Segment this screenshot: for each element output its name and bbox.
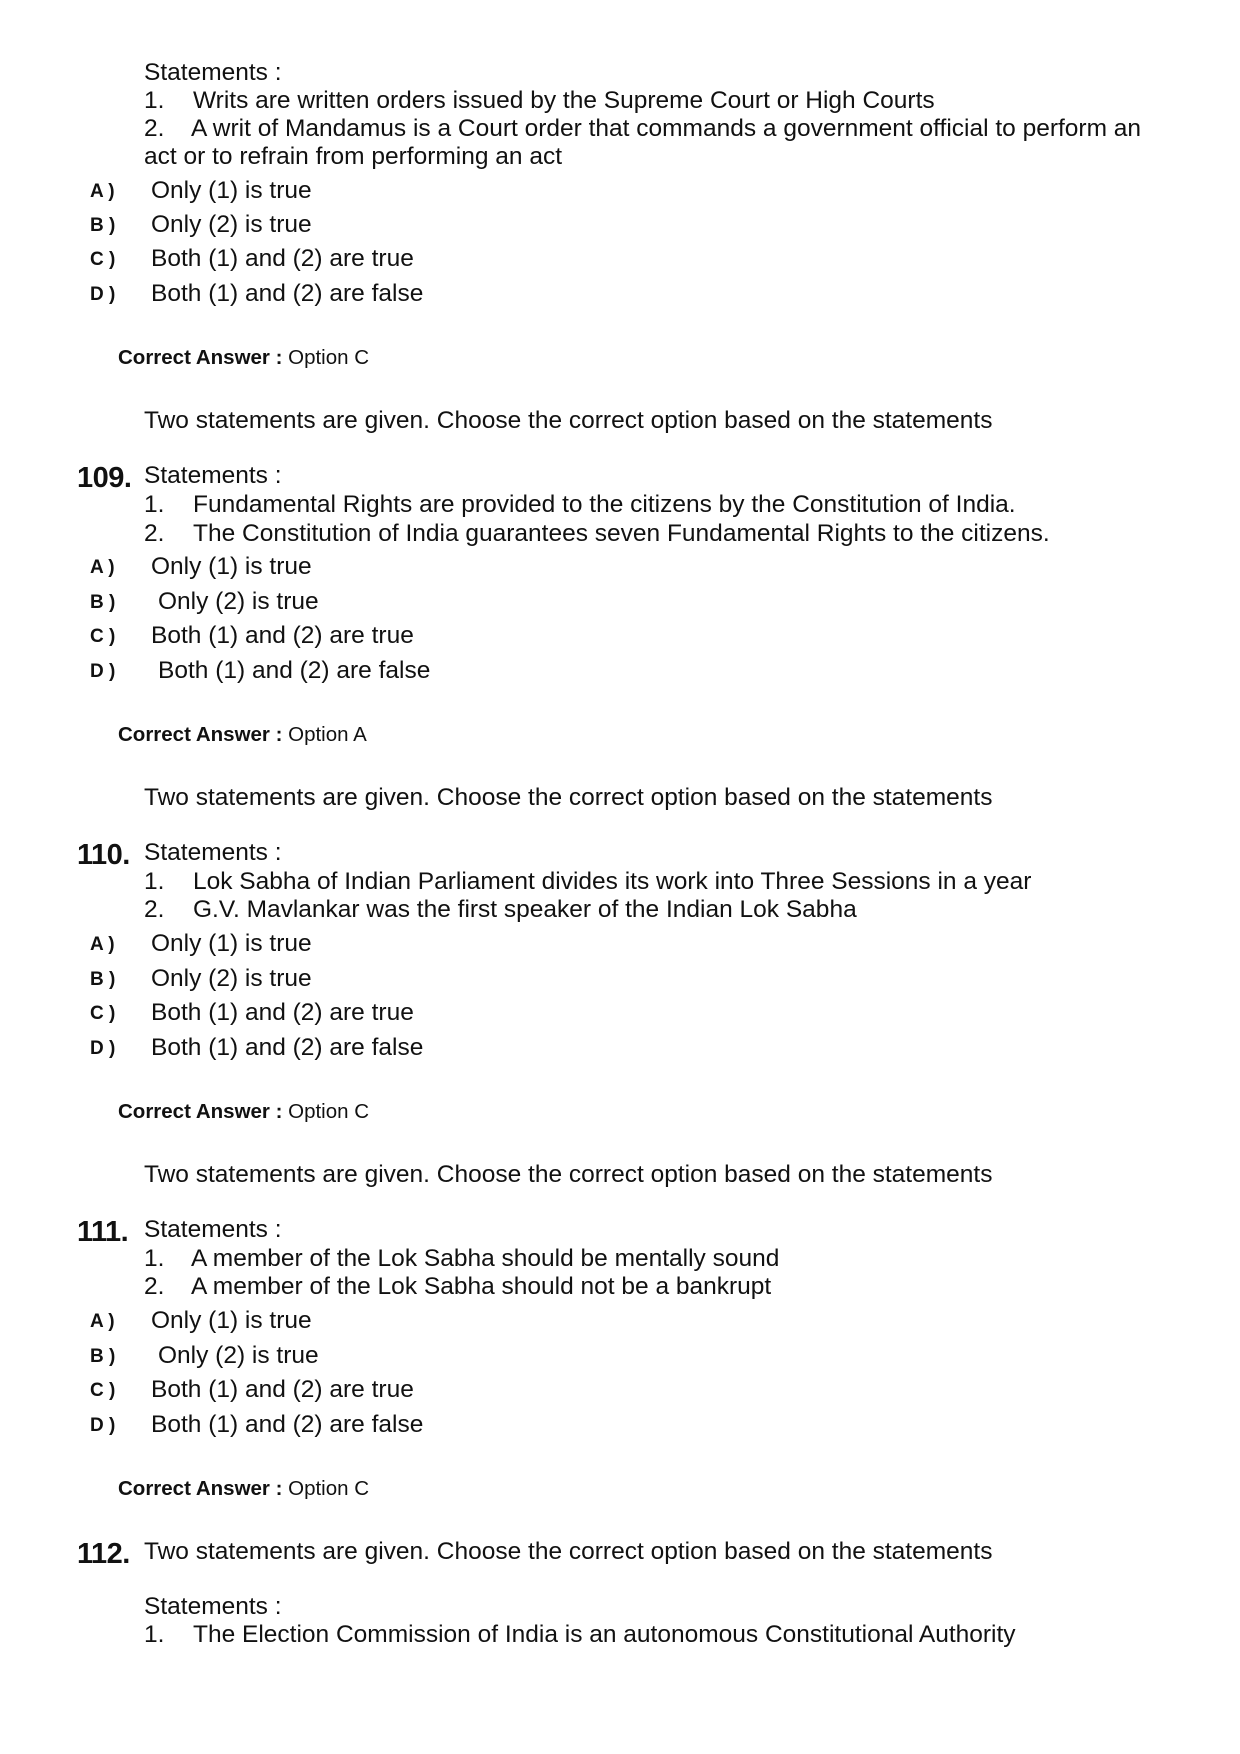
question-number: 112. xyxy=(77,1538,130,1570)
option-d-label: D ) xyxy=(90,1038,116,1059)
option-b-label: B ) xyxy=(90,969,116,990)
statements-label: Statements : xyxy=(144,1216,282,1243)
option-c-text[interactable]: Both (1) and (2) are true xyxy=(151,1376,414,1403)
statement-1-number: 1. xyxy=(144,87,165,114)
option-d-label: D ) xyxy=(90,1415,116,1436)
option-a-label: A ) xyxy=(90,557,115,578)
statements-label: Statements : xyxy=(144,462,282,489)
option-d-text[interactable]: Both (1) and (2) are false xyxy=(151,1034,424,1061)
option-d-text[interactable]: Both (1) and (2) are false xyxy=(151,1411,424,1438)
option-a-label: A ) xyxy=(90,1311,115,1332)
option-a-text[interactable]: Only (1) is true xyxy=(151,553,312,580)
statement-1-number: 1. xyxy=(144,491,165,518)
option-c-text[interactable]: Both (1) and (2) are true xyxy=(151,622,414,649)
statement-2-continuation: act or to refrain from performing an act xyxy=(144,143,563,170)
option-a-label: A ) xyxy=(90,181,115,202)
statement-1-number: 1. xyxy=(144,868,165,895)
statement-2-text: A member of the Lok Sabha should not be a bankrupt xyxy=(191,1273,772,1300)
correct-answer-label: Correct Answer : xyxy=(118,1477,283,1500)
question-number: 109. xyxy=(77,462,132,494)
correct-answer xyxy=(118,345,369,371)
option-d-text[interactable]: Both (1) and (2) are false xyxy=(158,657,431,684)
question-intro: Two statements are given. Choose the correct option based on the statements xyxy=(144,784,993,811)
correct-answer-value: Option C xyxy=(282,1477,370,1500)
correct-answer-label: Correct Answer : xyxy=(118,346,283,369)
option-a-text[interactable]: Only (1) is true xyxy=(151,177,312,204)
correct-answer-value: Option C xyxy=(282,346,370,369)
correct-answer-value: Option C xyxy=(282,1100,370,1123)
question-number: 111. xyxy=(77,1216,129,1248)
statement-2-number: 2. xyxy=(144,115,165,142)
option-c-label: C ) xyxy=(90,1380,116,1401)
statement-1-text: A member of the Lok Sabha should be mentally sound xyxy=(191,1245,780,1272)
question-intro: Two statements are given. Choose the correct option based on the statements xyxy=(144,1538,993,1565)
statement-2-number: 2. xyxy=(144,1273,165,1300)
option-b-text[interactable]: Only (2) is true xyxy=(151,211,312,238)
option-b-text[interactable]: Only (2) is true xyxy=(151,965,312,992)
correct-answer xyxy=(118,1099,369,1125)
option-a-label: A ) xyxy=(90,934,115,955)
correct-answer xyxy=(118,722,367,748)
statement-1-number: 1. xyxy=(144,1621,165,1648)
statements-label: Statements : xyxy=(144,1593,282,1620)
statements-label: Statements : xyxy=(144,839,282,866)
option-d-text[interactable]: Both (1) and (2) are false xyxy=(151,280,424,307)
statement-2-number: 2. xyxy=(144,520,165,547)
option-a-text[interactable]: Only (1) is true xyxy=(151,1307,312,1334)
option-c-text[interactable]: Both (1) and (2) are true xyxy=(151,999,414,1026)
option-c-label: C ) xyxy=(90,249,116,270)
statement-2-text: G.V. Mavlankar was the first speaker of the Indian Lok Sabha xyxy=(193,896,857,923)
option-b-text[interactable]: Only (2) is true xyxy=(158,1342,319,1369)
statement-1-text: Fundamental Rights are provided to the citizens by the Constitution of India. xyxy=(193,491,1016,518)
correct-answer xyxy=(118,1476,369,1502)
statement-2-text: The Constitution of India guarantees seven Fundamental Rights to the citizens. xyxy=(193,520,1050,547)
option-b-text[interactable]: Only (2) is true xyxy=(158,588,319,615)
statement-1-text: The Election Commission of India is an autonomous Constitutional Authority xyxy=(193,1621,1016,1648)
option-d-label: D ) xyxy=(90,661,116,682)
option-d-label: D ) xyxy=(90,284,116,305)
option-b-label: B ) xyxy=(90,215,116,236)
question-intro: Two statements are given. Choose the correct option based on the statements xyxy=(144,407,993,434)
option-b-label: B ) xyxy=(90,1346,116,1367)
question-number: 110. xyxy=(77,839,130,871)
statement-2-text: A writ of Mandamus is a Court order that commands a government official to perform an xyxy=(191,115,1142,142)
statements-label: Statements : xyxy=(144,59,282,86)
statement-1-text: Writs are written orders issued by the Supreme Court or High Courts xyxy=(193,87,935,114)
option-a-text[interactable]: Only (1) is true xyxy=(151,930,312,957)
question-intro: Two statements are given. Choose the correct option based on the statements xyxy=(144,1161,993,1188)
statement-1-text: Lok Sabha of Indian Parliament divides its work into Three Sessions in a year xyxy=(193,868,1032,895)
correct-answer-label: Correct Answer : xyxy=(118,1100,283,1123)
option-c-text[interactable]: Both (1) and (2) are true xyxy=(151,245,414,272)
option-c-label: C ) xyxy=(90,1003,116,1024)
option-b-label: B ) xyxy=(90,592,116,613)
correct-answer-value: Option A xyxy=(282,723,367,746)
statement-2-number: 2. xyxy=(144,896,165,923)
statement-1-number: 1. xyxy=(144,1245,165,1272)
option-c-label: C ) xyxy=(90,626,116,647)
correct-answer-label: Correct Answer : xyxy=(118,723,283,746)
